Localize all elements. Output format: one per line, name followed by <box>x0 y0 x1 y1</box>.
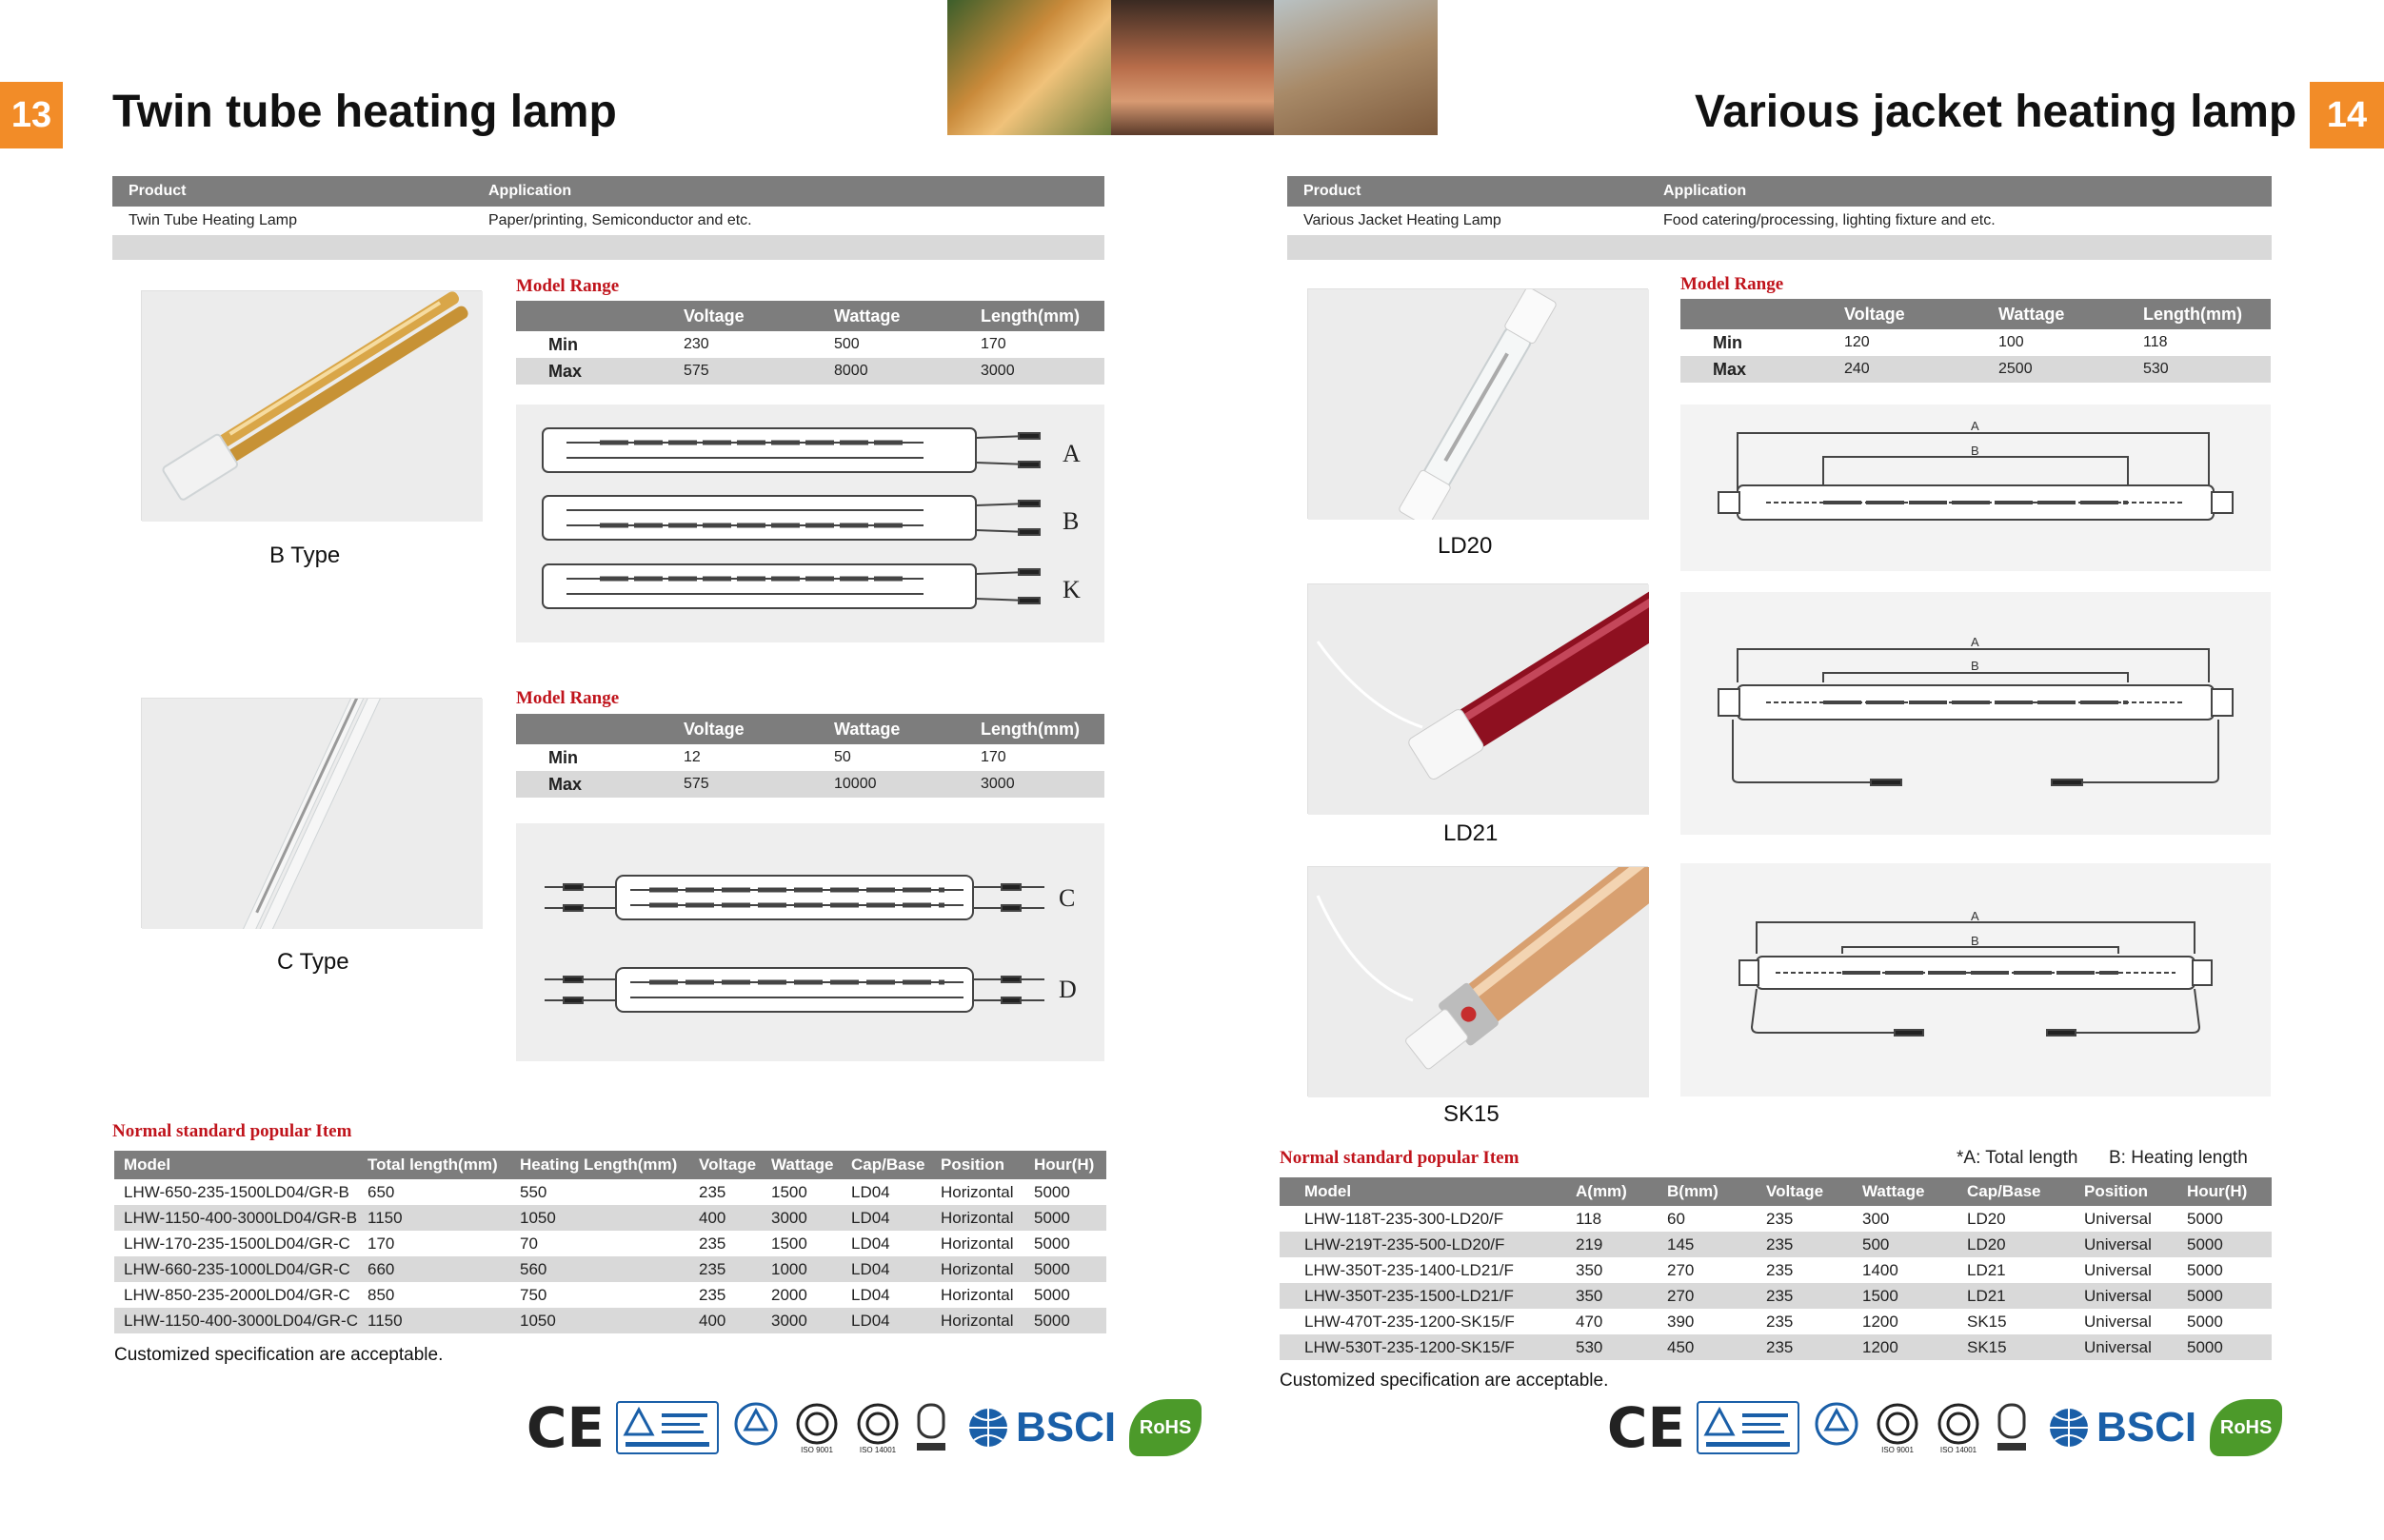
legend-a: *A: Total length <box>1957 1148 2078 1168</box>
model-range-title-right: Model Range <box>1680 274 1784 294</box>
th-position: Position <box>941 1155 1005 1174</box>
cell-cap-base: LD04 <box>851 1285 890 1304</box>
b-type-diagram <box>516 405 1104 642</box>
cell-a: 350 <box>1576 1286 1603 1305</box>
cell-total-length: 1150 <box>368 1311 403 1330</box>
cell-heating-length: 560 <box>520 1259 547 1278</box>
cell-position: Horizontal <box>941 1285 1014 1304</box>
range-min-wattage: 50 <box>834 749 851 765</box>
certifications-right <box>1606 1394 2282 1461</box>
legend-b: B: Heating length <box>2109 1148 2248 1168</box>
cell-wattage: 1400 <box>1862 1260 1898 1279</box>
cell-hour: 5000 <box>1034 1208 1070 1227</box>
c-type-lamp-photo <box>141 698 482 928</box>
cell-position: Universal <box>2084 1260 2152 1279</box>
th-total-length: Total length(mm) <box>368 1155 498 1174</box>
svg-text:A: A <box>1971 635 1979 649</box>
header-photo-bakery <box>1274 0 1438 135</box>
cell-hour: 5000 <box>2187 1337 2223 1356</box>
cell-voltage: 235 <box>1766 1234 1794 1254</box>
ld20-diagram <box>1680 405 2271 571</box>
cell-voltage: 235 <box>699 1234 726 1253</box>
ld21-lamp-photo <box>1307 583 1648 814</box>
range-min-wattage: 500 <box>834 336 860 352</box>
cell-model: LHW-530T-235-1200-SK15/F <box>1304 1337 1515 1356</box>
range-max-voltage: 575 <box>684 776 709 792</box>
range-min-voltage: 12 <box>684 749 701 765</box>
cell-heating-length: 70 <box>520 1234 538 1253</box>
app-cell-product: Twin Tube Heating Lamp <box>129 212 297 228</box>
range-header-length: Length(mm) <box>2143 304 2242 324</box>
application-table-left <box>112 176 1104 260</box>
cell-cap-base: LD04 <box>851 1208 890 1227</box>
cell-voltage: 235 <box>699 1182 726 1201</box>
range-max-wattage: 10000 <box>834 776 877 792</box>
range-header-wattage: Wattage <box>834 306 901 326</box>
popular-table-left <box>114 1151 1106 1333</box>
cell-voltage: 400 <box>699 1311 726 1330</box>
b-type-caption: B Type <box>269 543 341 568</box>
cell-cap-base: LD20 <box>1967 1234 2006 1254</box>
cell-model: LHW-1150-400-3000LD04/GR-B <box>124 1208 358 1227</box>
bureau-veritas-icon <box>1996 1401 2028 1454</box>
th-voltage: Voltage <box>699 1155 757 1174</box>
cell-hour: 5000 <box>1034 1285 1070 1304</box>
svg-text:B: B <box>1971 934 1979 948</box>
range-header-wattage: Wattage <box>834 719 901 739</box>
th-cap-base: Cap/Base <box>851 1155 925 1174</box>
th-wattage: Wattage <box>1862 1182 1925 1200</box>
th-wattage: Wattage <box>771 1155 834 1174</box>
cell-cap-base: SK15 <box>1967 1337 2007 1356</box>
range-header-voltage: Voltage <box>1844 304 1905 324</box>
cell-model: LHW-470T-235-1200-SK15/F <box>1304 1312 1515 1331</box>
cell-position: Horizontal <box>941 1208 1014 1227</box>
table-row <box>1280 1334 2272 1360</box>
sk15-diagram <box>1680 863 2271 1096</box>
th-a: A(mm) <box>1576 1182 1627 1200</box>
cell-position: Universal <box>2084 1234 2152 1254</box>
th-b: B(mm) <box>1667 1182 1718 1200</box>
ce-mark-icon: CE <box>1606 1395 1686 1460</box>
cell-position: Horizontal <box>941 1259 1014 1278</box>
application-table-right <box>1287 176 2272 260</box>
th-model: Model <box>124 1155 171 1174</box>
cell-heating-length: 1050 <box>520 1208 556 1227</box>
rohs-logo: RoHS <box>1129 1399 1202 1456</box>
range-max-label: Max <box>548 774 583 794</box>
cell-hour: 5000 <box>2187 1234 2223 1254</box>
app-cell-application: Paper/printing, Semiconductor and etc. <box>488 212 752 228</box>
cell-model: LHW-219T-235-500-LD20/F <box>1304 1234 1505 1254</box>
cell-cap-base: LD04 <box>851 1259 890 1278</box>
cell-cap-base: LD20 <box>1967 1209 2006 1228</box>
range-max-label: Max <box>548 361 583 381</box>
cell-voltage: 235 <box>1766 1260 1794 1279</box>
cell-cap-base: LD04 <box>851 1234 890 1253</box>
customized-note-left: Customized specification are acceptable. <box>114 1345 444 1365</box>
cell-cap-base: LD04 <box>851 1311 890 1330</box>
cell-voltage: 400 <box>699 1208 726 1227</box>
rohs-logo: RoHS <box>2210 1399 2282 1456</box>
cell-model: LHW-350T-235-1500-LD21/F <box>1304 1286 1514 1305</box>
range-min-length: 170 <box>981 749 1006 765</box>
tuv-seal-icon <box>732 1401 780 1454</box>
ld21-caption: LD21 <box>1443 820 1499 846</box>
diagram-label-c: C <box>1059 884 1076 912</box>
page-number-left: 13 <box>0 82 63 148</box>
cell-a: 118 <box>1576 1209 1602 1228</box>
cell-wattage: 300 <box>1862 1209 1890 1228</box>
c-type-diagram <box>516 823 1104 1061</box>
model-range-table-right <box>1680 299 2271 383</box>
iso-9001-icon: ISO 9001 <box>1874 1402 1921 1454</box>
range-max-wattage: 8000 <box>834 363 868 379</box>
popular-title-left: Normal standard popular Item <box>112 1121 352 1141</box>
iso-14001-icon: ISO 14001 <box>1935 1402 1982 1454</box>
cell-hour: 5000 <box>2187 1312 2223 1331</box>
sk15-caption: SK15 <box>1443 1101 1500 1127</box>
model-range-title-c: Model Range <box>516 688 620 708</box>
ld20-caption: LD20 <box>1438 533 1493 559</box>
cell-cap-base: LD21 <box>1967 1260 2006 1279</box>
iso-9001-icon: ISO 9001 <box>793 1402 841 1454</box>
tuv-seal-icon <box>1813 1401 1860 1454</box>
cell-voltage: 235 <box>1766 1337 1794 1356</box>
range-min-length: 170 <box>981 336 1006 352</box>
table-row <box>114 1179 1106 1205</box>
cell-model: LHW-350T-235-1400-LD21/F <box>1304 1260 1514 1279</box>
bsci-logo: BSCI <box>961 1404 1116 1451</box>
cell-cap-base: LD04 <box>851 1182 890 1201</box>
cell-b: 60 <box>1667 1209 1685 1228</box>
cell-wattage: 1500 <box>771 1234 807 1253</box>
app-header-product: Product <box>1303 183 1361 199</box>
cell-hour: 5000 <box>1034 1182 1070 1201</box>
cell-hour: 5000 <box>1034 1259 1070 1278</box>
cell-b: 270 <box>1667 1286 1695 1305</box>
cell-position: Horizontal <box>941 1311 1014 1330</box>
iso-14001-icon: ISO 14001 <box>854 1402 902 1454</box>
th-voltage: Voltage <box>1766 1182 1824 1200</box>
range-min-label: Min <box>548 334 578 354</box>
cell-b: 390 <box>1667 1312 1695 1331</box>
cell-heating-length: 550 <box>520 1182 547 1201</box>
diagram-label-b: B <box>1063 507 1080 535</box>
svg-text:B: B <box>1971 659 1979 673</box>
table-row <box>1280 1206 2272 1232</box>
range-max-length: 530 <box>2143 361 2169 377</box>
table-row <box>114 1282 1106 1308</box>
bureau-veritas-icon <box>915 1401 947 1454</box>
header-photo-strip <box>947 0 1438 135</box>
page-number-right: 14 <box>2310 82 2384 148</box>
range-min-voltage: 120 <box>1844 334 1870 350</box>
cell-model: LHW-850-235-2000LD04/GR-C <box>124 1285 350 1304</box>
cell-wattage: 3000 <box>771 1208 807 1227</box>
svg-text:A: A <box>1971 419 1979 433</box>
popular-title-right: Normal standard popular Item <box>1280 1148 1520 1168</box>
certifications-left <box>528 1394 1202 1461</box>
cell-hour: 5000 <box>2187 1286 2223 1305</box>
app-header-product: Product <box>129 183 187 199</box>
cell-b: 145 <box>1667 1234 1695 1254</box>
cell-total-length: 850 <box>368 1285 395 1304</box>
range-max-length: 3000 <box>981 363 1015 379</box>
cell-wattage: 500 <box>1862 1234 1890 1254</box>
cell-heating-length: 750 <box>520 1285 547 1304</box>
cell-wattage: 1200 <box>1862 1337 1898 1356</box>
range-header-length: Length(mm) <box>981 719 1080 739</box>
range-header-voltage: Voltage <box>684 306 745 326</box>
model-range-title-b: Model Range <box>516 276 620 296</box>
cell-total-length: 660 <box>368 1259 395 1278</box>
th-hour: Hour(H) <box>1034 1155 1095 1174</box>
tuv-certificate-icon <box>1697 1401 1799 1454</box>
cell-b: 270 <box>1667 1260 1695 1279</box>
cell-voltage: 235 <box>699 1259 726 1278</box>
ld21-diagram <box>1680 592 2271 835</box>
diagram-label-a: A <box>1063 440 1081 467</box>
range-max-voltage: 575 <box>684 363 709 379</box>
table-row <box>114 1256 1106 1282</box>
cell-voltage: 235 <box>699 1285 726 1304</box>
cell-b: 450 <box>1667 1337 1695 1356</box>
header-photo-grill <box>1111 0 1275 135</box>
page-title-left: Twin tube heating lamp <box>112 87 617 137</box>
cell-wattage: 1500 <box>1862 1286 1898 1305</box>
cell-position: Horizontal <box>941 1182 1014 1201</box>
cell-cap-base: SK15 <box>1967 1312 2007 1331</box>
popular-table-right <box>1280 1177 2272 1360</box>
c-type-caption: C Type <box>277 949 349 975</box>
th-hour: Hour(H) <box>2187 1182 2248 1200</box>
range-min-label: Min <box>548 747 578 767</box>
range-min-voltage: 230 <box>684 336 709 352</box>
th-cap-base: Cap/Base <box>1967 1182 2041 1200</box>
cell-a: 470 <box>1576 1312 1603 1331</box>
cell-model: LHW-118T-235-300-LD20/F <box>1304 1209 1504 1228</box>
table-row <box>1280 1283 2272 1309</box>
cell-model: LHW-660-235-1000LD04/GR-C <box>124 1259 350 1278</box>
app-header-application: Application <box>1663 183 1747 199</box>
svg-text:B: B <box>1971 444 1979 458</box>
range-header-voltage: Voltage <box>684 719 745 739</box>
sk15-lamp-photo <box>1307 866 1648 1096</box>
cell-a: 530 <box>1576 1337 1603 1356</box>
model-range-table-b <box>516 301 1104 385</box>
header-photo-lamps <box>947 0 1111 135</box>
cell-total-length: 1150 <box>368 1208 403 1227</box>
range-max-wattage: 2500 <box>1998 361 2033 377</box>
app-header-application: Application <box>488 183 572 199</box>
cell-heating-length: 1050 <box>520 1311 556 1330</box>
range-max-length: 3000 <box>981 776 1015 792</box>
tuv-certificate-icon <box>616 1401 719 1454</box>
cell-voltage: 235 <box>1766 1286 1794 1305</box>
cell-hour: 5000 <box>1034 1234 1070 1253</box>
cell-wattage: 3000 <box>771 1311 807 1330</box>
ce-mark-icon: CE <box>526 1395 606 1460</box>
model-range-table-c <box>516 714 1104 798</box>
cell-voltage: 235 <box>1766 1312 1794 1331</box>
cell-model: LHW-170-235-1500LD04/GR-C <box>124 1234 350 1253</box>
cell-hour: 5000 <box>2187 1209 2223 1228</box>
page-title-right: Various jacket heating lamp <box>1695 87 2297 137</box>
cell-position: Universal <box>2084 1312 2152 1331</box>
cell-total-length: 170 <box>368 1234 395 1253</box>
range-header-length: Length(mm) <box>981 306 1080 326</box>
diagram-label-k: K <box>1063 576 1081 603</box>
table-row <box>114 1205 1106 1231</box>
table-row <box>1280 1232 2272 1257</box>
cell-position: Horizontal <box>941 1234 1014 1253</box>
app-cell-application: Food catering/processing, lighting fixture and etc. <box>1663 212 1996 228</box>
cell-wattage: 1200 <box>1862 1312 1898 1331</box>
table-header <box>1280 1177 2272 1206</box>
diagram-label-d: D <box>1059 976 1077 1003</box>
table-row <box>1280 1309 2272 1334</box>
cell-voltage: 235 <box>1766 1209 1794 1228</box>
range-min-label: Min <box>1713 332 1742 352</box>
cell-wattage: 1000 <box>771 1259 807 1278</box>
customized-note-right: Customized specification are acceptable. <box>1280 1371 1609 1391</box>
table-row <box>114 1308 1106 1333</box>
cell-position: Universal <box>2084 1286 2152 1305</box>
range-min-wattage: 100 <box>1998 334 2024 350</box>
cell-total-length: 650 <box>368 1182 395 1201</box>
th-heating-length: Heating Length(mm) <box>520 1155 678 1174</box>
app-cell-product: Various Jacket Heating Lamp <box>1303 212 1501 228</box>
range-min-length: 118 <box>2143 334 2168 350</box>
ld20-lamp-photo <box>1307 288 1648 519</box>
cell-model: LHW-1150-400-3000LD04/GR-C <box>124 1311 358 1330</box>
bsci-logo: BSCI <box>2041 1404 2196 1451</box>
table-header <box>114 1151 1106 1179</box>
th-model: Model <box>1304 1182 1352 1200</box>
cell-a: 350 <box>1576 1260 1603 1279</box>
range-max-voltage: 240 <box>1844 361 1870 377</box>
range-max-label: Max <box>1713 359 1747 379</box>
svg-text:A: A <box>1971 909 1979 923</box>
b-type-lamp-photo <box>141 290 482 521</box>
table-row <box>114 1231 1106 1256</box>
cell-wattage: 1500 <box>771 1182 807 1201</box>
cell-wattage: 2000 <box>771 1285 807 1304</box>
cell-hour: 5000 <box>2187 1260 2223 1279</box>
cell-cap-base: LD21 <box>1967 1286 2006 1305</box>
cell-hour: 5000 <box>1034 1311 1070 1330</box>
range-header-wattage: Wattage <box>1998 304 2065 324</box>
cell-a: 219 <box>1576 1234 1603 1254</box>
table-row <box>1280 1257 2272 1283</box>
cell-position: Universal <box>2084 1209 2152 1228</box>
th-position: Position <box>2084 1182 2149 1200</box>
cell-model: LHW-650-235-1500LD04/GR-B <box>124 1182 349 1201</box>
cell-position: Universal <box>2084 1337 2152 1356</box>
